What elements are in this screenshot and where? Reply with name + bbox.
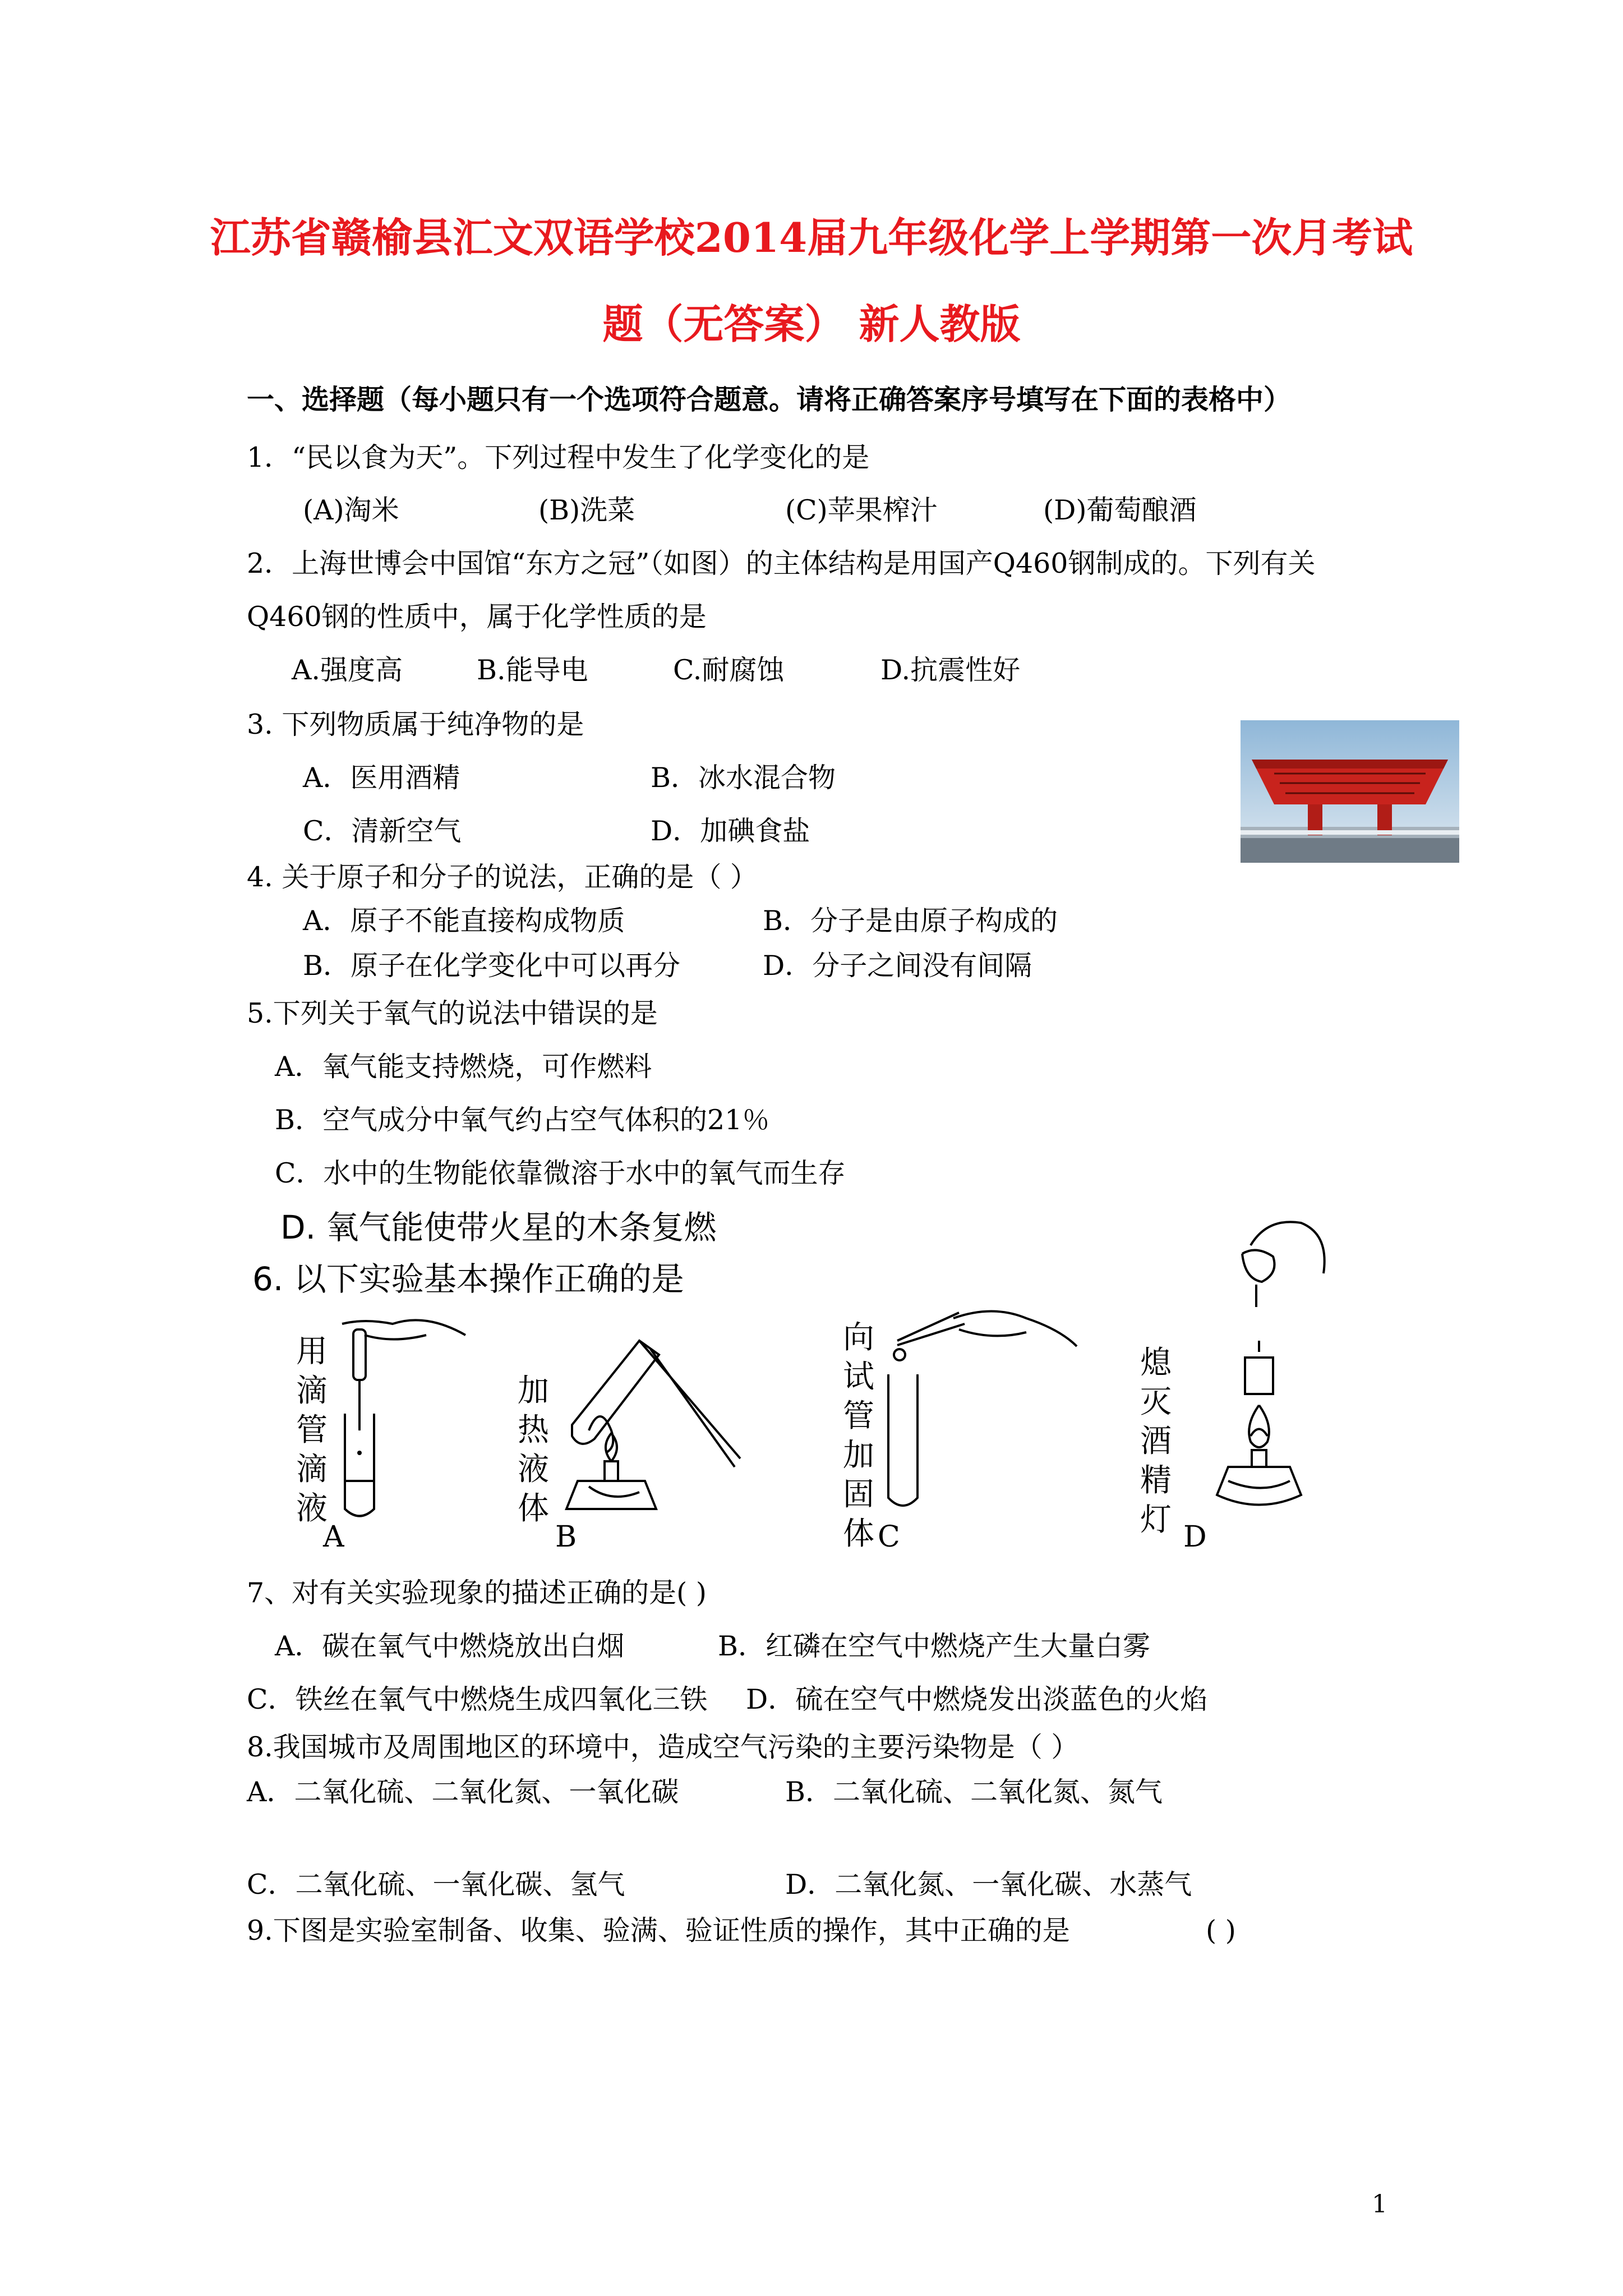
q4-option-b: B．分子是由原子构成的 — [763, 905, 1058, 937]
q2-option-a: A.强度高 — [292, 654, 403, 686]
q1-option-b: (B)洗菜 — [538, 494, 635, 526]
q2-option-b: B.能导电 — [477, 654, 588, 686]
page-title-line2: 题（无答案） 新人教版 — [602, 300, 1021, 348]
q8-option-d: D．二氧化氮、一氧化碳、水蒸气 — [785, 1869, 1192, 1901]
q4-stem: 4. 关于原子和分子的说法，正确的是（ ） — [247, 861, 758, 893]
q6-letter-c: C — [878, 1520, 900, 1554]
q3-option-d: D．加碘食盐 — [651, 815, 810, 847]
q5-stem: 5.下列关于氧气的说法中错误的是 — [247, 997, 658, 1029]
q3-stem: 3. 下列物质属于纯净物的是 — [247, 708, 584, 740]
tweezers-tube-icon — [880, 1301, 1082, 1515]
q5-option-a: A．氧气能支持燃烧，可作燃料 — [275, 1051, 652, 1083]
q8-option-b: B．二氧化硫、二氧化氮、氮气 — [785, 1776, 1163, 1808]
q6-letter-a: A — [323, 1520, 344, 1554]
q8-stem: 8.我国城市及周围地区的环境中，造成空气污染的主要污染物是（ ） — [247, 1731, 1079, 1763]
section-heading: 一、选择题（每小题只有一个选项符合题意。请将正确答案序号填写在下面的表格中） — [247, 383, 1292, 416]
q6-stem: 6. 以下实验基本操作正确的是 — [252, 1260, 684, 1298]
q6-letter-b: B — [555, 1520, 577, 1554]
dropper-icon — [331, 1313, 477, 1526]
q1-option-d: (D)葡萄酿酒 — [1043, 494, 1197, 526]
q1-option-c: (C)苹果榨汁 — [785, 494, 938, 526]
q8-option-c: C．二氧化硫、一氧化碳、氢气 — [247, 1869, 625, 1901]
q3-option-a: A．医用酒精 — [303, 762, 460, 794]
q8-option-a: A．二氧化硫、二氧化氮、一氧化碳 — [247, 1776, 679, 1808]
heating-tube-icon — [555, 1318, 757, 1520]
q2-option-c: C.耐腐蚀 — [673, 654, 785, 686]
q6-caption-b: 加热液体 — [518, 1373, 549, 1527]
alcohol-lamp-icon — [1189, 1212, 1335, 1526]
q5-option-b: B．空气成分中氧气约占空气体积的21％ — [275, 1104, 770, 1136]
q7-option-a: A．碳在氧气中燃烧放出白烟 — [275, 1630, 625, 1662]
q9-stem: 9.下图是实验室制备、收集、验满、验证性质的操作，其中正确的是 — [247, 1915, 1070, 1947]
q3-option-b: B．冰水混合物 — [651, 762, 836, 794]
q2-option-d: D.抗震性好 — [880, 654, 1021, 686]
q7-option-b: B．红磷在空气中燃烧产生大量白雾 — [718, 1630, 1151, 1662]
q5-option-c: C．水中的生物能依靠微溶于水中的氧气而生存 — [275, 1157, 846, 1189]
q4-option-c: B．原子在化学变化中可以再分 — [303, 950, 681, 982]
china-pavilion-photo — [1241, 720, 1459, 863]
q2-stem-line1: 2．上海世博会中国馆“东方之冠”（如图）的主体结构是用国产Q460钢制成的。下列有关 — [247, 547, 1316, 579]
q9-answer-paren: ( ) — [1206, 1915, 1236, 1947]
page-title-line1: 江苏省赣榆县汇文双语学校2014届九年级化学上学期第一次月考试 — [210, 214, 1413, 261]
q4-option-d: D．分子之间没有间隔 — [763, 950, 1032, 982]
q1-option-a: (A)淘米 — [303, 494, 399, 526]
q6-letter-d: D — [1183, 1520, 1207, 1554]
q7-stem: 7、对有关实验现象的描述正确的是( ) — [247, 1577, 707, 1609]
q7-option-d: D．硫在空气中燃烧发出淡蓝色的火焰 — [746, 1683, 1208, 1715]
q1-stem: 1．“民以食为天”。下列过程中发生了化学变化的是 — [247, 441, 870, 473]
q7-option-c: C．铁丝在氧气中燃烧生成四氧化三铁 — [247, 1683, 708, 1715]
q5-option-d: D. 氧气能使带火星的木条复燃 — [280, 1208, 717, 1246]
q6-caption-c: 向试管加固体 — [843, 1319, 874, 1552]
q3-option-c: C．清新空气 — [303, 815, 462, 847]
q6-caption-a: 用滴管滴液 — [296, 1333, 328, 1527]
q2-stem-line2: Q460钢的性质中，属于化学性质的是 — [247, 601, 707, 633]
q4-option-a: A．原子不能直接构成物质 — [303, 905, 625, 937]
page-number: 1 — [1372, 2190, 1387, 2219]
q6-caption-d: 熄灭酒精灯 — [1140, 1345, 1172, 1538]
